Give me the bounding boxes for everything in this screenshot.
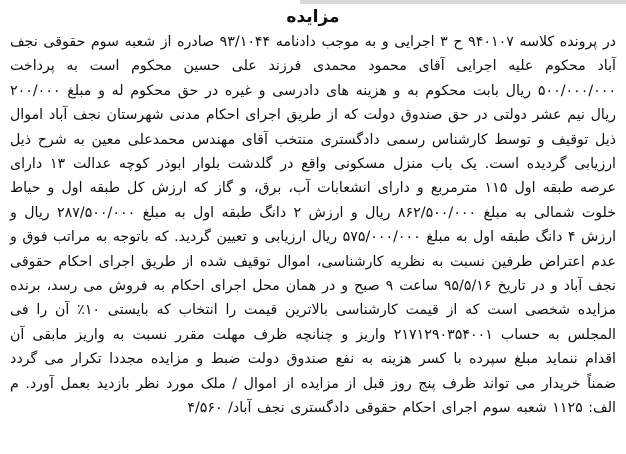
notice-body: در پرونده کلاسه ۹۴۰۱۰۷ ح ۳ اجرایی و به موجب دادنامه ۹۳/۱۰۴۴ صادره از شعبه سوم حقوقی نجف آباد محکوم علیه اجرایی آقای محمود محمدی فرزند علی حسین محکوم است به پرداخت ۵۰۰/۰۰۰/۰۰۰ ریال بابت محکوم به و هزینه های دادرسی و غیره در حق محکوم له و مبلغ ۲۰۰/۰۰۰ ریال نیم عشر دولتی در حق صندوق دولت که از طریق اجرای احکام مدنی شهرستان نجف آباد اموال ذیل توقیف و توسط کارشناس رسمی دادگستری منتخب آقای مهندس محمدعلی معین به شرح ذیل ارزیابی گردیده است. یک باب منزل مسکونی واقع در گلدشت بلوار ابوذر کوچه عدالت ۱۳ دارای عرصه طبقه اول ۱۱۵ مترمربع و دارای انشعابات آب، برق، و گاز که ارزش کل طبقه اول و حیاط خلوت شمالی به مبلغ ۸۶۲/۵۰۰/۰۰۰ ریال و ارزش ۲ دانگ طبقه اول به مبلغ ۲۸۷/۵۰۰/۰۰۰ ریال و ارزش ۴ دانگ طبقه اول به مبلغ ۵۷۵/۰۰۰/۰۰۰ ریال ارزیابی و تعیین گردید. که باتوجه به مراتب فوق و عدم اعتراض طرفین نسبت به نظریه کارشناسی، اموال توقیف شده از طریق اجرای احکام حقوقی نجف آباد و در تاریخ ۹۵/۵/۱۶ ساعت ۹ صبح و در همان محل اجرای احکام به فروش می رسد، برنده مزایده شخصی است که از قیمت کارشناسی بالاترین قیمت را انتخاب که بایستی ۱۰٪ آن را فی المجلس به حساب ۲۱۷۱۲۹۰۳۵۴۰۰۱ واریز و چنانچه ظرف مهلت مقرر نسبت به واریز مابقی آن اقدام ننماید مبلغ سپرده با کسر هزینه به نفع صندوق دولت ضبط و مزایده مجددا تکرار می گردد ضمناً خریدار می تواند ظرف پنج روز قبل از مزایده از اموال / ملک مورد نظر بازدید بعمل آورد. م الف: ۱۱۲۵ شعبه سوم اجرای احکام حقوقی دادگستری نجف آباد/ ۴/۵۶۰ (10, 34, 617, 417)
notice-title: مزایده (286, 7, 340, 27)
